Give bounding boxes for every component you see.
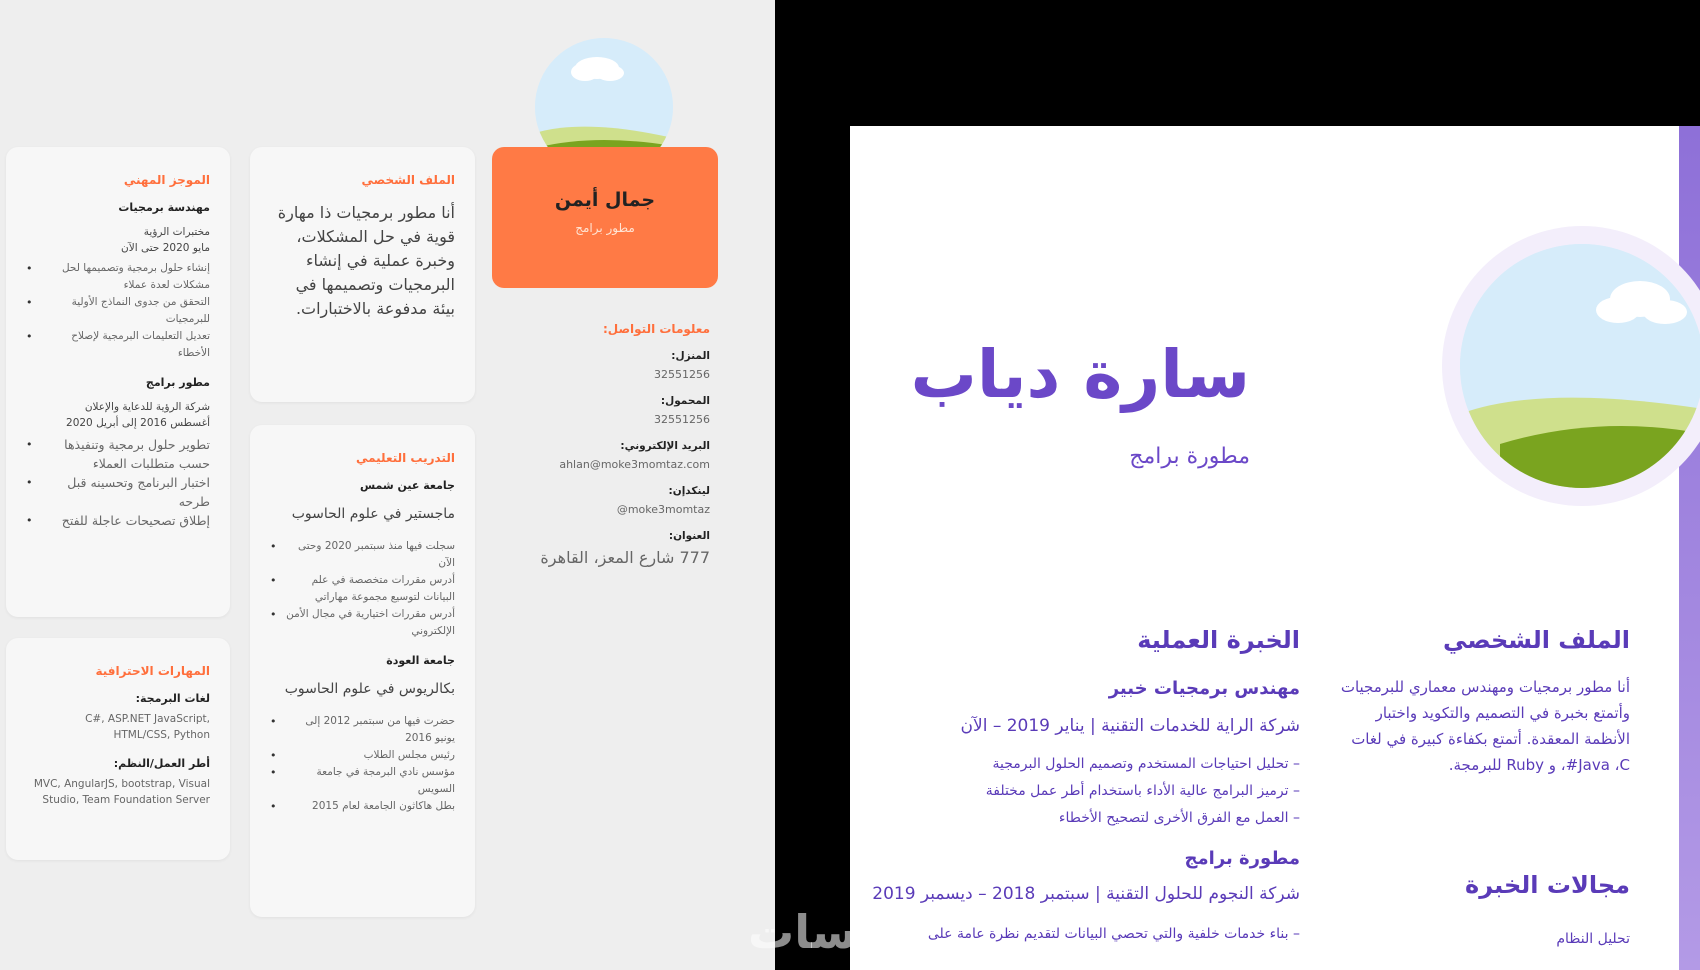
list-item: إطلاق تصحيحات عاجلة للفتح • [26, 511, 210, 530]
expertise-item: تحليل النظام [1556, 931, 1630, 947]
email-label: البريد الإلكتروني: [620, 440, 710, 452]
profile-card [250, 147, 475, 402]
contact-section [500, 322, 710, 567]
list-item: – ترميز البرامج عالية الأداء باستخدام أطر عمل مختلفة [986, 778, 1300, 805]
frameworks-label: أطر العمل/النظم: [113, 757, 210, 770]
accent-bar [1679, 126, 1700, 970]
left-name-card [492, 147, 718, 288]
landscape-icon [1460, 244, 1700, 488]
job-bullets [26, 435, 210, 530]
job-bullets [26, 260, 210, 362]
degree-name: بكالريوس في علوم الحاسوب [284, 681, 455, 697]
linkedin-label: لينكدإن: [668, 485, 710, 497]
profile-text: أنا مطور برمجيات ذا مهارة قوية في حل المشكلات، وخبرة عملية في إنشاء البرمجيات وتصميمها في بيئة مدفوعة بالاختبارات. [277, 203, 455, 318]
list-item: أدرس مقررات متخصصة في علم البيانات لتوسيع مجموعة مهاراتي • [270, 572, 455, 606]
list-item: – تحليل احتياجات المستخدم وتصميم الحلول البرمجية [986, 751, 1300, 778]
mobile-value: 32551256 [654, 413, 710, 426]
job-company: مختبرات الرؤية [143, 226, 210, 238]
home-value: 32551256 [654, 368, 710, 381]
skills-card [6, 638, 230, 860]
degree-name: ماجستير في علوم الحاسوب [291, 506, 455, 522]
job-role: مطورة برامج [1184, 848, 1300, 869]
education-title: التدريب التعليمي [355, 451, 455, 465]
list-item: سجلت فيها منذ سبتمبر 2020 وحتى الآن • [270, 538, 455, 572]
list-item: بطل هاكاثون الجامعة لعام 2015 • [270, 798, 455, 815]
job-company: شركة الرؤية للدعاية والإعلان [84, 401, 210, 413]
school-name: جامعة عين شمس [359, 479, 455, 492]
job-role: مطور برامج [145, 376, 210, 389]
list-item: تطوير حلول برمجية وتنفيذها حسب متطلبات العملاء • [26, 435, 210, 473]
job-role: مهندسة برمجيات [118, 201, 210, 214]
job-company-line: شركة الراية للخدمات التقنية | يناير 2019 – الآن [960, 716, 1300, 736]
left-cv-preview [0, 0, 775, 970]
job-period: أغسطس 2016 إلى أبريل 2020 [66, 417, 210, 429]
home-label: المنزل: [671, 350, 710, 362]
education-bullets [270, 538, 455, 640]
skills-title: المهارات الاحترافية [95, 664, 210, 678]
profile-title: الملف الشخصي [361, 173, 455, 187]
job-bullets [928, 921, 1300, 948]
address-label: العنوان: [668, 530, 710, 542]
right-job-title: مطورة برامج [1129, 444, 1250, 469]
right-name: سارة دياب [910, 336, 1250, 413]
left-job-title: مطور برامج [575, 221, 635, 235]
job-role: مهندس برمجيات خبير [1108, 678, 1300, 699]
mobile-label: المحمول: [660, 395, 710, 407]
list-item: مؤسس نادي البرمجة في جامعة السويس • [270, 764, 455, 798]
job-company-line: شركة النجوم للحلول التقنية | سبتمبر 2018 – ديسمبر 2019 [872, 884, 1300, 904]
list-item: حضرت فيها من سبتمبر 2012 إلى يونيو 2016 • [270, 713, 455, 747]
summary-title: الموجز المهني [123, 173, 210, 187]
school-name: جامعة العودة [386, 654, 455, 667]
right-profile-text: أنا مطور برمجيات ومهندس معماري للبرمجيات وأتمتع بخبرة في التصميم والتكويد واختبار الأنظمة المعقدة. أتمتع بكفاءة كبيرة في لغات Java ،C#، و Ruby للبرمجة. [1340, 678, 1630, 774]
expertise-title: مجالات الخبرة [1465, 871, 1630, 899]
education-card [250, 425, 475, 917]
list-item: تعديل التعليمات البرمجية لإصلاح الأخطاء • [26, 328, 210, 362]
list-item: أدرس مقررات اختيارية في مجال الأمن الإلكتروني • [270, 606, 455, 640]
languages-label: لغات البرمجة: [135, 692, 210, 705]
right-profile-title: الملف الشخصي [1443, 626, 1630, 654]
right-cv-preview [850, 126, 1700, 970]
list-item: اختبار البرنامج وتحسينه قبل طرحه • [26, 473, 210, 511]
address-value: 777 شارع المعز، القاهرة [540, 548, 710, 567]
list-item: إنشاء حلول برمجية وتصميمها لحل مشكلات لعدة عملاء • [26, 260, 210, 294]
experience-title: الخبرة العملية [1137, 626, 1300, 654]
languages-value: C#, ASP.NET JavaScript, HTML/CSS, Python [85, 713, 210, 741]
left-name: جمال أيمن [554, 189, 656, 211]
job-bullets [986, 751, 1300, 832]
education-bullets [270, 713, 455, 815]
watermark-logo: خمسات [748, 905, 923, 959]
email-value: ahlan@moke3momtaz.com [559, 458, 710, 471]
list-item: – العمل مع الفرق الأخرى لتصحيح الأخطاء [986, 805, 1300, 832]
list-item: – بناء خدمات خلفية والتي تحصي البيانات لتقديم نظرة عامة على [928, 921, 1300, 948]
list-item: رئيس مجلس الطلاب • [270, 747, 455, 764]
contact-title: معلومات التواصل: [602, 322, 710, 336]
job-period: مايو 2020 حتى الآن [121, 242, 210, 254]
list-item: التحقق من جدوى النماذج الأولية للبرمجيات • [26, 294, 210, 328]
summary-card [6, 147, 230, 617]
linkedin-value: moke3momtaz@ [616, 503, 710, 516]
right-profile-photo [1460, 244, 1700, 488]
frameworks-value: MVC, AngularJS, bootstrap, Visual Studio, Team Foundation Server [33, 778, 210, 806]
